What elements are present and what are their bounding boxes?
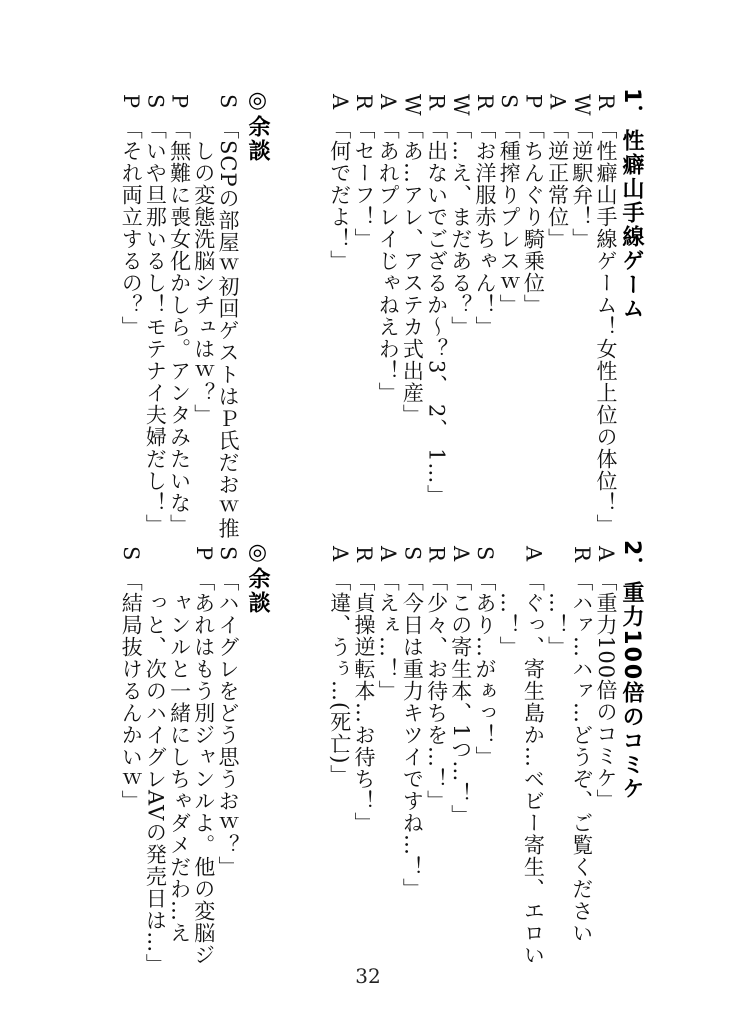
dialogue-line: 「この寄生本、1つ…！」	[448, 570, 473, 827]
dialogue-line: …！」	[497, 570, 522, 658]
speaker-label: S	[497, 94, 522, 109]
dialogue-line: 「性癖山手線ゲーム！女性上位の体位！」	[594, 118, 618, 536]
dialogue-line: 「貞操逆転本…お待ち！」	[352, 570, 376, 834]
dialogue-line: 「セーフ！」	[352, 118, 376, 250]
dialogue-line: 「逆駅弁！」	[569, 118, 594, 250]
speaker-label: R	[594, 94, 618, 110]
speaker-label: A	[594, 546, 618, 562]
speaker-label: A	[521, 546, 546, 562]
speaker-label: A	[448, 546, 473, 562]
speaker-label: A	[327, 546, 352, 562]
speaker-label: A	[376, 546, 401, 562]
dialogue-line: 「あ…アレ、アステカ式出産」	[400, 118, 425, 426]
speaker-label: W	[400, 94, 425, 116]
dialogue-line: 「ハァ…ハァ…どうぞ、ご覧ください	[569, 570, 594, 944]
dialogue-line: 「種搾りプレスｗ」	[497, 118, 522, 316]
dialogue-line: 「出ないでござるか～？3、 2、 1…」	[424, 118, 449, 507]
dialogue-line: 「…え、まだある？」	[448, 118, 473, 338]
speaker-label: S	[216, 546, 240, 561]
aside-heading: ◎余談	[245, 88, 270, 163]
dialogue-line: 「お洋服赤ちゃん！」	[473, 118, 497, 338]
dialogue-line: 「いや旦那いるし！モテナイ夫婦だし！」	[143, 118, 168, 536]
dialogue-line: 「結局抜けるんかいｗ」	[119, 570, 144, 812]
dialogue-line: 「重力100倍のコミケ」	[594, 570, 618, 812]
speaker-label: P	[521, 94, 546, 109]
speaker-label: R	[473, 94, 497, 110]
speaker-label: S	[143, 94, 168, 109]
dialogue-line: 「ぐっ、寄生島か…ベビー寄生、エロい	[521, 570, 546, 966]
dialogue-line: 「無難に喪女化かしら。アンタみたいな」	[167, 118, 192, 536]
dialogue-line: っと、次のハイグレAVの発売日は…」	[143, 570, 168, 976]
speaker-label: A	[376, 94, 401, 110]
speaker-label: R	[424, 546, 449, 562]
dialogue-line: 「あり…がぁっ！」	[473, 570, 497, 768]
speaker-label: W	[448, 94, 473, 116]
dialogue-line: 「それ両立するの？」	[119, 118, 144, 338]
aside-heading: ◎余談	[245, 540, 270, 615]
speaker-label: P	[191, 546, 216, 561]
speaker-label: S	[216, 94, 240, 109]
dialogue-line: 「ちんぐり騎乗位」	[521, 118, 546, 316]
dialogue-line: 「ハイグレをどう思うおｗ？」	[216, 570, 240, 878]
speaker-label: R	[352, 546, 376, 562]
dialogue-line: しの変態洗脳シチュはｗ？」	[191, 118, 216, 426]
section-heading: 2．重力100倍のコミケ	[619, 540, 644, 802]
dialogue-line: 「少々、お待ちを…！」	[424, 570, 449, 812]
speaker-label: R	[569, 546, 594, 562]
dialogue-line: 「SCPの部屋ｗ初回ゲストはＰ氏だおｗ推	[216, 118, 240, 540]
dialogue-line: 「あれプレイじゃねえわ！」	[376, 118, 401, 404]
section-heading: 1．性癖山手線ゲーム	[619, 88, 644, 322]
dialogue-line: 「えぇ…！」	[376, 570, 401, 702]
speaker-label: A	[327, 94, 352, 110]
speaker-label: R	[424, 94, 449, 110]
speaker-label: P	[167, 94, 192, 109]
speaker-label: P	[119, 94, 144, 109]
dialogue-line: 「何でだよ！」	[327, 118, 352, 272]
dialogue-line: 「違、うぅ…(死亡)」	[327, 570, 352, 787]
dialogue-line: ャンルと一緒にしちゃダメだわ…え	[167, 570, 192, 944]
speaker-label: R	[352, 94, 376, 110]
speaker-label: S	[119, 546, 144, 561]
dialogue-line: 「逆正常位」	[545, 118, 570, 250]
dialogue-line: …！」	[545, 570, 570, 658]
speaker-label: W	[569, 94, 594, 116]
speaker-label: A	[545, 94, 570, 110]
page-number: 32	[355, 964, 381, 988]
speaker-label: S	[473, 546, 497, 561]
dialogue-line: 「今日は重力キツイですね…！」	[400, 570, 425, 900]
speaker-label: S	[400, 546, 425, 561]
dialogue-line: 「あれはもう別ジャンルよ。他の変脳ジ	[191, 570, 216, 966]
